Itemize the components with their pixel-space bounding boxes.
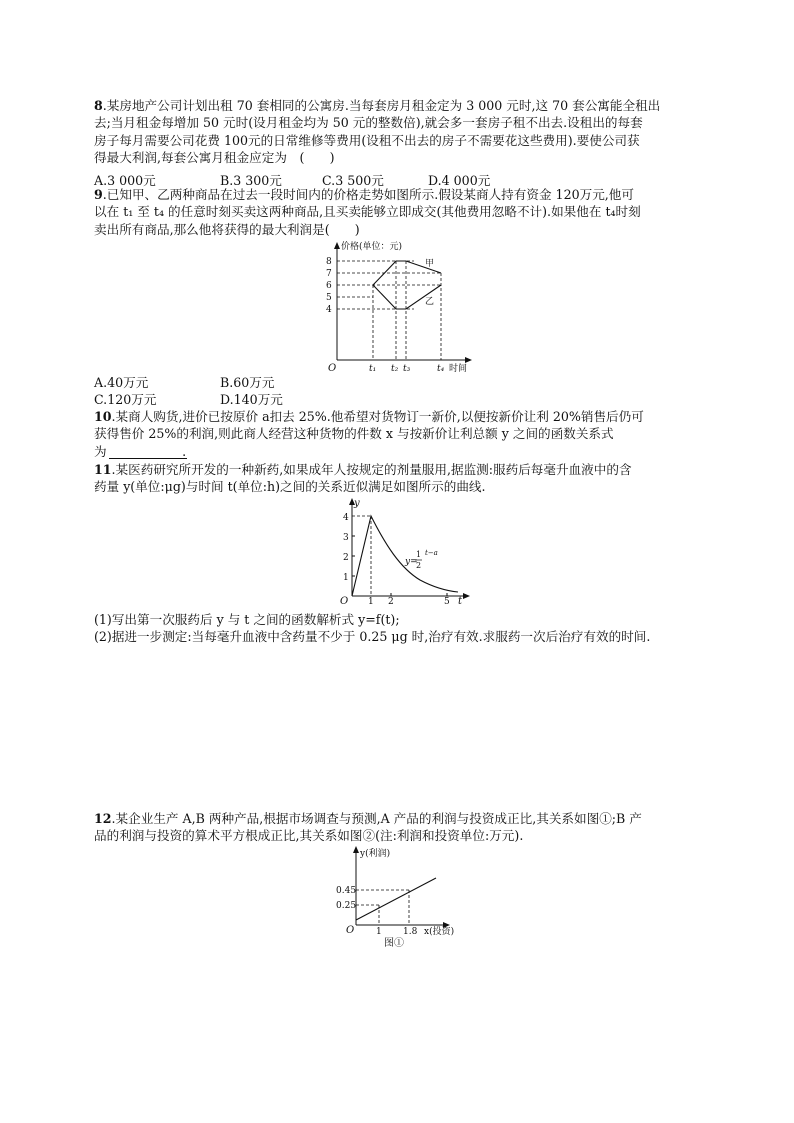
tick-t3: t₃ xyxy=(403,364,411,372)
curve xyxy=(352,516,458,596)
answer-blank[interactable] xyxy=(109,458,187,459)
tick-t4: t₄ xyxy=(437,364,445,372)
x-axis-arrow-icon xyxy=(465,357,472,363)
q9-line-3: 卖出所有商品,那么他将获得的最大利润是( ) xyxy=(94,221,360,237)
q9-option-c: C.120万元 xyxy=(94,392,157,407)
q8-line-3: 房子每月需要公司花费 100元的日常维修等费用(设租不出去的房子不需要花这些费用).要使公司获 xyxy=(94,132,640,148)
tick-5: 5 xyxy=(326,293,332,303)
origin-label: O xyxy=(328,363,337,372)
q9-option-b: B.60万元 xyxy=(220,375,275,390)
q8-option-d: D.4 000元 xyxy=(428,173,491,188)
tick-1: 1 xyxy=(343,573,349,583)
tick-4: 4 xyxy=(326,305,332,315)
q12-line-2: 品的利润与投资的算术平方根成正比,其关系如图②(注:利润和投资单位:万元). xyxy=(94,828,524,844)
y-axis-arrow-icon xyxy=(334,242,340,249)
x-axis-label: 时间 xyxy=(449,364,468,372)
x-axis-label: t xyxy=(458,596,463,606)
q10-number: 10 xyxy=(94,409,112,424)
q11-number: 11 xyxy=(94,462,112,477)
question-9 xyxy=(94,186,700,238)
tick-t2: t₂ xyxy=(391,364,399,372)
tick-3: 3 xyxy=(343,533,349,543)
q8-number: 8 xyxy=(94,98,103,113)
question-11-subparts xyxy=(94,611,700,646)
tick-4: 4 xyxy=(343,513,349,523)
y-axis-arrow-icon xyxy=(353,846,359,853)
x-axis-arrow-icon xyxy=(463,593,470,599)
label-yi: 乙 xyxy=(425,297,435,307)
q9-option-a: A.40万元 xyxy=(94,375,149,390)
q8-line-2: 去;当月租金每增加 50 元时(设月租金均为 50 元的整数倍),就会多一套房子租不出去.设租出的每套 xyxy=(94,115,643,131)
tick-7: 7 xyxy=(326,269,332,279)
q12-number: 12 xyxy=(94,811,112,826)
label-jia: 甲 xyxy=(425,259,435,269)
x-axis-label: x(投资) xyxy=(424,927,455,937)
q9-line-2: 以在 t₁ 至 t₄ 的任意时刻买卖这两种商品,且买卖能够立即成交(其他费用忽略不计).如果他在 t₄时刻 xyxy=(94,204,641,220)
tick-045: 0.45 xyxy=(336,886,357,896)
question-8 xyxy=(94,97,700,167)
tick-6: 6 xyxy=(326,281,332,291)
tick-x-5: 5 xyxy=(444,597,450,606)
q8-line-1: 8.某房地产公司计划出租 70 套相同的公寓房.当每套房月租金定为 3 000 元时,这 70 套公寓能全租出 xyxy=(94,98,661,113)
profit-investment-figure-1 xyxy=(336,842,466,954)
q11-line-1: 11.某医药研究所开发的一种新药,如果成年人按规定的剂量服用,据监测:服药后每毫升血液中的含 xyxy=(94,462,632,477)
tick-x-2: 2 xyxy=(388,597,394,606)
q12-line-1: 12.某企业生产 A,B 两种产品,根据市场调查与预测,A 产品的利润与投资成正比,其关系如图①;B 产 xyxy=(94,811,642,826)
q10-line-2: 获得售价 25%的利润,则此商人经营这种货物的件数 x 与按新价让利总额 y 之间的函数关系式 xyxy=(94,426,614,442)
y-axis-label: y xyxy=(354,498,360,509)
q10-line-3: 为 . xyxy=(94,443,187,459)
tick-t1: t₁ xyxy=(369,364,377,372)
formula-exponent: t−a xyxy=(425,549,438,557)
tick-8: 8 xyxy=(326,257,332,267)
q8-line-4: 得最大利润,每套公寓月租金应定为 ( ) xyxy=(94,150,335,166)
question-11 xyxy=(94,461,700,496)
q8-option-c: C.3 500元 xyxy=(322,173,384,188)
y-axis-label: 价格(单位：元) xyxy=(341,242,403,252)
origin-label: O xyxy=(340,596,349,606)
q8-option-a: A.3 000元 xyxy=(94,173,156,188)
tick-x-1: 1 xyxy=(368,597,374,606)
q9-number: 9 xyxy=(94,187,103,202)
profit-line xyxy=(356,878,436,920)
formula-numerator: 1 xyxy=(416,550,422,559)
q8-option-b: B.3 300元 xyxy=(220,173,282,188)
tick-025: 0.25 xyxy=(336,901,357,911)
question-10 xyxy=(94,408,700,460)
tick-2: 2 xyxy=(343,553,349,563)
q10-line-1: 10.某商人购货,进价已按原价 a扣去 25%.他希望对货物订一新价,以便按新价让利 20%销售后仍可 xyxy=(94,409,644,424)
figure-caption: 图① xyxy=(384,938,404,949)
tick-x-18: 1.8 xyxy=(403,927,418,937)
q11-line-2: 药量 y(单位:μg)与时间 t(单位:h)之间的关系近似满足如图所示的曲线. xyxy=(94,479,486,495)
formula-lhs: y= xyxy=(405,557,418,567)
q9-line-1: 9.已知甲、乙两种商品在过去一段时间内的价格走势如图所示.假设某商人持有资金 120万元,他可 xyxy=(94,187,634,202)
tick-x-1: 1 xyxy=(376,927,382,937)
q9-option-d: D.140万元 xyxy=(220,392,283,407)
q11-sub-1: (1)写出第一次服药后 y 与 t 之间的函数解析式 y=f(t); xyxy=(94,612,400,627)
question-12 xyxy=(94,810,700,845)
drug-concentration-figure xyxy=(330,494,480,606)
y-axis-label: y(利润) xyxy=(360,849,391,859)
q11-sub-2: (2)据进一步测定:当每毫升血液中含药量不少于 0.25 μg 时,治疗有效.求服药一次后治疗有效的时间. xyxy=(94,629,651,645)
formula-denominator: 2 xyxy=(416,561,422,570)
price-trend-figure xyxy=(318,240,488,372)
origin-label: O xyxy=(346,925,355,936)
